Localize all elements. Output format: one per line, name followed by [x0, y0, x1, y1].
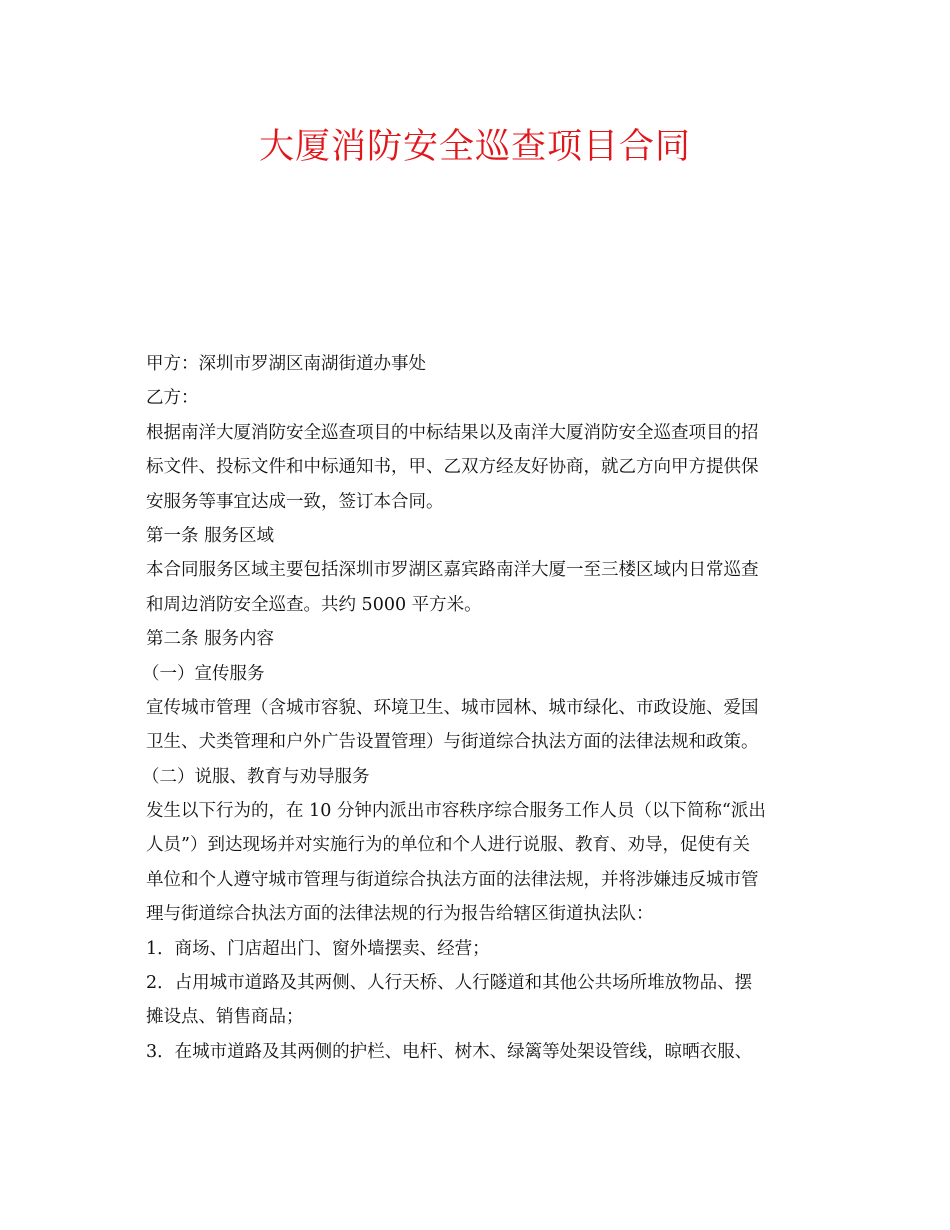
preamble-line: 根据南洋大厦消防安全巡查项目的中标结果以及南洋大厦消防安全巡查项目的招 [146, 422, 759, 443]
section-2-text: 单位和个人遵守城市管理与街道综合执法方面的法律法规，并将涉嫌违反城市管 [146, 869, 759, 890]
list-item-2-continued: 摊设点、销售商品； [146, 1007, 304, 1028]
list-item-2: 2．占用城市道路及其两侧、人行天桥、人行隧道和其他公共场所堆放物品、摆 [146, 973, 753, 994]
section-1-text: 卫生、犬类管理和户外广告设置管理）与街道综合执法方面的法律法规和政策。 [146, 732, 759, 753]
section-1-text: 宣传城市管理（含城市容貌、环境卫生、城市园林、城市绿化、市政设施、爱国 [146, 697, 759, 718]
section-2-heading: （二）说服、教育与劝导服务 [142, 766, 370, 787]
list-item-3: 3．在城市道路及其两侧的护栏、电杆、树木、绿篱等处架设管线，晾晒衣服、 [146, 1041, 753, 1062]
article-1-text: 和周边消防安全巡查。共约 5000 平方米。 [146, 594, 482, 615]
section-1-heading: （一）宣传服务 [142, 663, 265, 684]
preamble-line: 标文件、投标文件和中标通知书，甲、乙双方经友好协商，就乙方向甲方提供保 [146, 457, 759, 478]
document-body [142, 347, 806, 1069]
article-1-text: 本合同服务区域主要包括深圳市罗湖区嘉宾路南洋大厦一至三楼区域内日常巡查 [146, 560, 759, 581]
section-2-text: 理与街道综合执法方面的法律法规的行为报告给辖区街道执法队： [146, 904, 654, 925]
document-title: 大厦消防安全巡查项目合同 [258, 127, 691, 167]
party-a-line: 甲方：深圳市罗湖区南湖街道办事处 [146, 354, 426, 374]
article-2-heading: 第二条 服务内容 [146, 629, 275, 650]
article-1-heading: 第一条 服务区域 [146, 525, 275, 546]
list-item-1: 1．商场、门店超出门、窗外墙摆卖、经营； [146, 938, 490, 959]
section-2-text: 人员”）到达现场并对实施行为的单位和个人进行说服、教育、劝导，促使有关 [146, 835, 750, 856]
section-2-text: 发生以下行为的，在 10 分钟内派出市容秩序综合服务工作人员（以下简称“派出 [146, 801, 766, 822]
preamble-line: 安服务等事宜达成一致，签订本合同。 [146, 491, 444, 512]
party-b-line: 乙方： [146, 388, 199, 409]
